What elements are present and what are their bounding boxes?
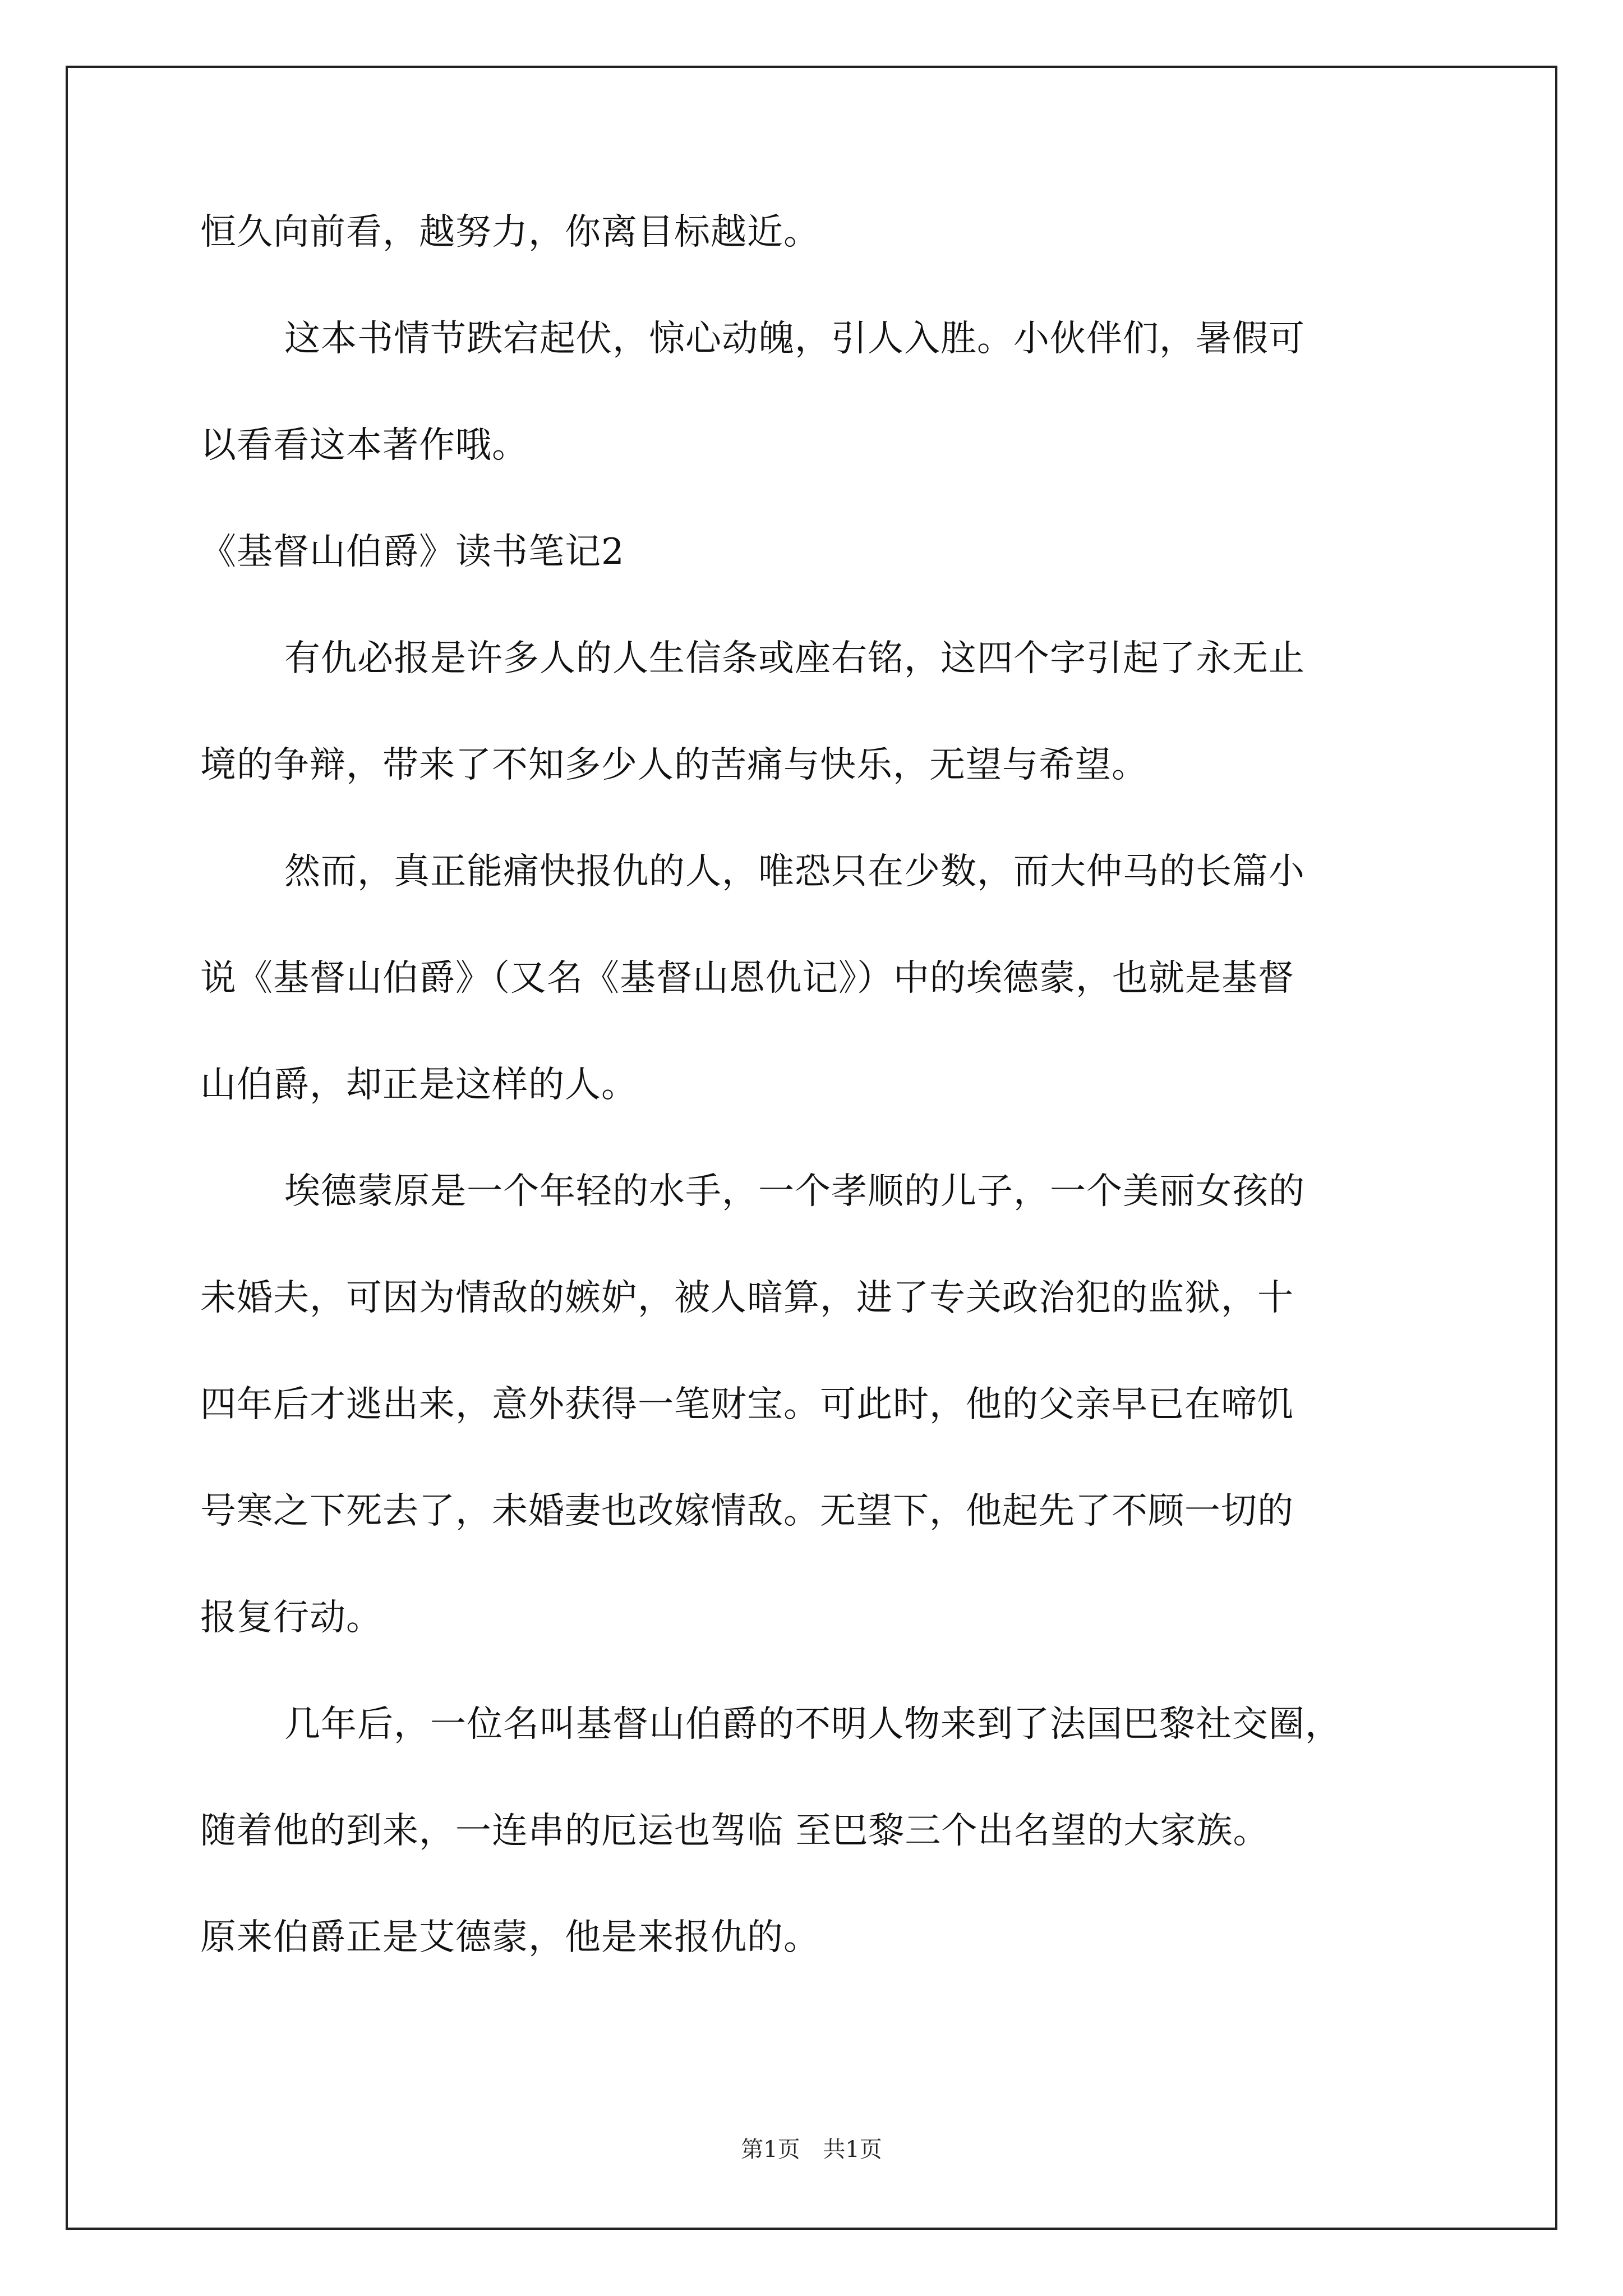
paragraph-line: 山伯爵，却正是这样的人。 — [200, 1064, 638, 1106]
page-total: 共1页 — [823, 2137, 882, 2162]
paragraph-line: 埃德蒙原是一个年轻的水手，一个孝顺的儿子，一个美丽女孩的 — [284, 1171, 1305, 1212]
paragraph-line: 几年后，一位名叫基督山伯爵的不明人物来到了法国巴黎社交圈， — [284, 1704, 1341, 1745]
paragraph-line: 四年后才逃出来，意外获得一笔财宝。可此时，他的父亲早已在啼饥 — [200, 1384, 1294, 1425]
paragraph-line: 有仇必报是许多人的人生信条或座右铭，这四个字引起了永无止 — [284, 638, 1305, 679]
paragraph-line: 报复行动。 — [200, 1597, 382, 1639]
paragraph-line: 恒久向前看，越努力，你离目标越近。 — [200, 211, 820, 253]
paragraph-line: 然而，真正能痛快报仇的人，唯恐只在少数，而大仲马的长篇小 — [284, 851, 1305, 892]
paragraph-line: 以看看这本著作哦。 — [200, 425, 528, 466]
paragraph-line: 原来伯爵正是艾德蒙，他是来报仇的。 — [200, 1917, 820, 1958]
section-heading: 《基督山伯爵》读书笔记2 — [200, 531, 625, 573]
paragraph-line: 随着他的到来，一连串的厄运也驾临 至巴黎三个出名望的大家族。 — [200, 1810, 1270, 1852]
paragraph-line: 未婚夫，可因为情敌的嫉妒，被人暗算，进了专关政治犯的监狱，十 — [200, 1277, 1294, 1319]
paragraph-line: 说《基督山伯爵》（又名《基督山恩仇记》）中的埃德蒙，也就是基督 — [200, 958, 1294, 999]
page-footer — [0, 2136, 1623, 2163]
paragraph-line: 境的争辩，带来了不知多少人的苦痛与快乐，无望与希望。 — [200, 744, 1148, 786]
page-number: 第1页 — [741, 2137, 800, 2162]
paragraph-line: 号寒之下死去了，未婚妻也改嫁情敌。无望下，他起先了不顾一切的 — [200, 1490, 1294, 1532]
page-border — [66, 66, 1557, 2230]
paragraph-line: 这本书情节跌宕起伏，惊心动魄，引人入胜。小伙伴们，暑假可 — [284, 318, 1305, 360]
